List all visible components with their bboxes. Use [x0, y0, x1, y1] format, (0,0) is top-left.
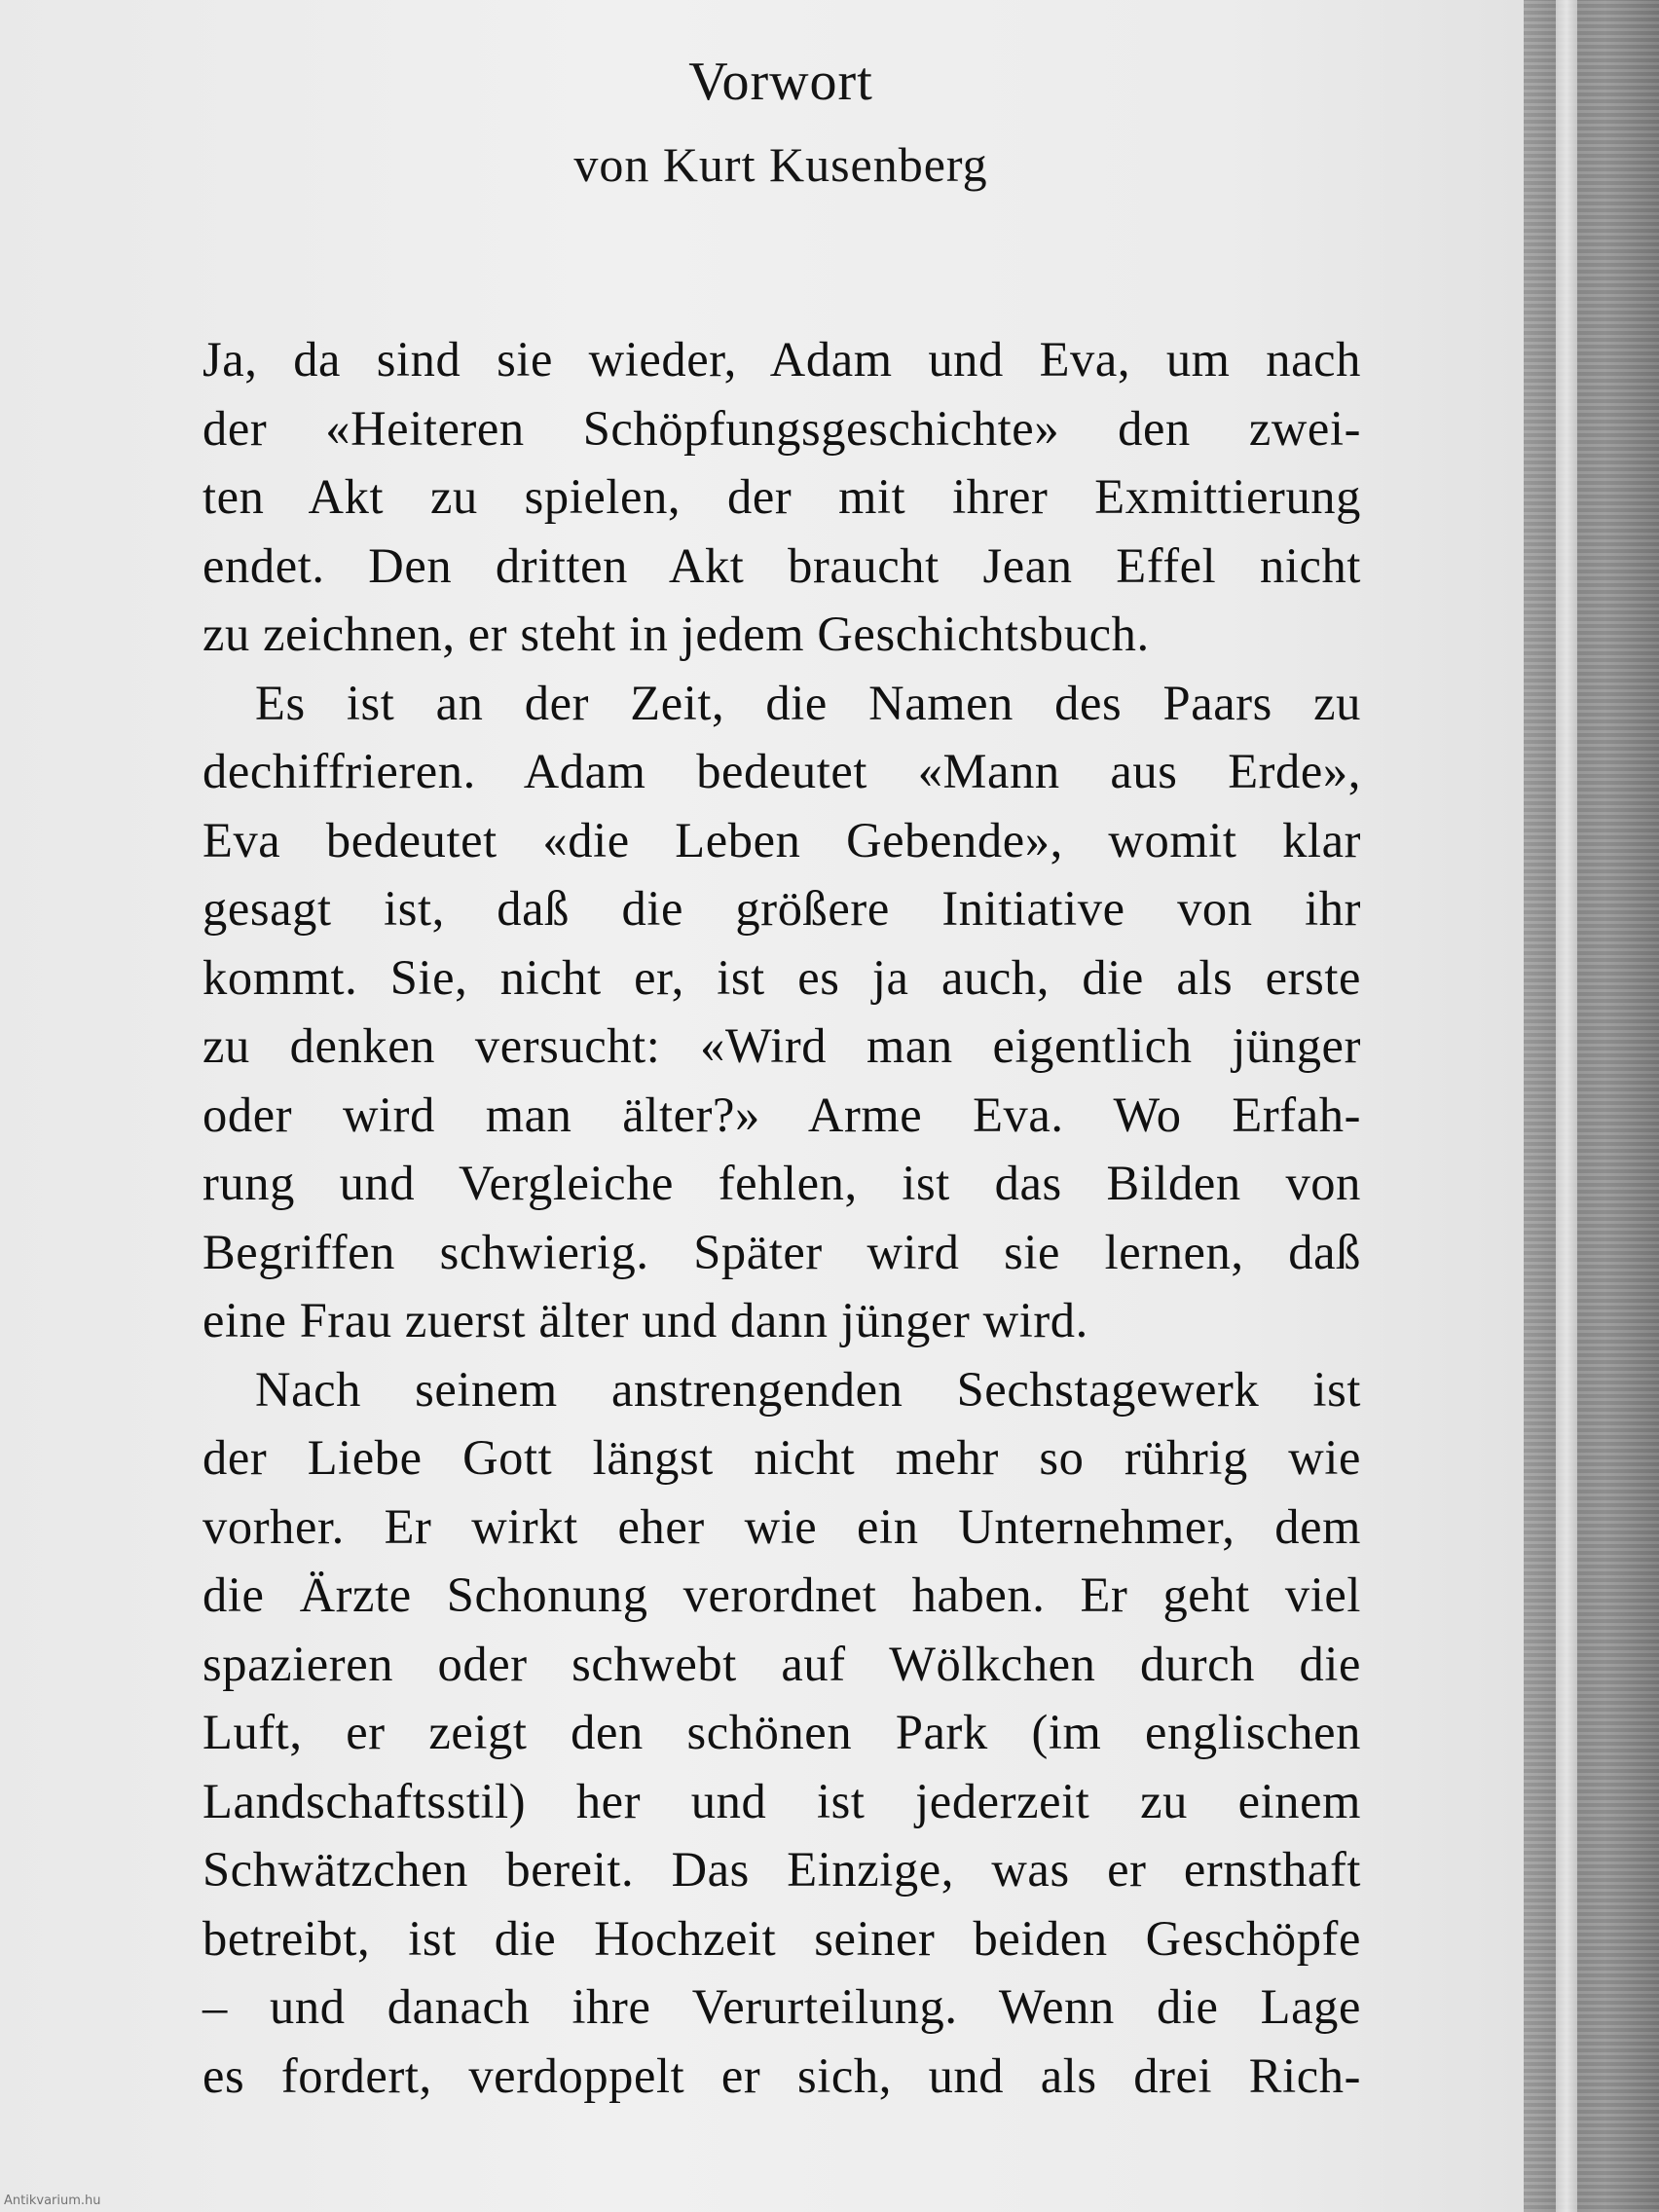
paragraph-3	[203, 1355, 1361, 2111]
text-line: gesagt ist, daß die größere Initiative von ihr	[203, 881, 1361, 936]
text-line: – und danach ihre Verurteilung. Wenn die Lage	[203, 1979, 1361, 2034]
text-line: vorher. Er wirkt eher wie ein Unternehmer, dem	[203, 1498, 1361, 1554]
text-line: spazieren oder schwebt auf Wölkchen durch die	[203, 1636, 1361, 1691]
text-line: kommt. Sie, nicht er, ist es ja auch, die als erste	[203, 949, 1361, 1005]
text-line: zu zeichnen, er steht in jedem Geschichtsbuch.	[203, 607, 1150, 661]
text-line: es fordert, verdoppelt er sich, und als drei Rich-	[203, 2047, 1361, 2103]
text-line: der «Heiteren Schöpfungsgeschichte» den zwei-	[203, 400, 1361, 456]
text-line: endet. Den dritten Akt braucht Jean Effel nicht	[203, 537, 1361, 593]
book-page-edges	[1524, 0, 1659, 2212]
text-line: Eva bedeutet «die Leben Gebende», womit klar	[203, 812, 1361, 867]
author-line: von Kurt Kusenberg	[573, 137, 988, 192]
text-line: Ja, da sind sie wieder, Adam und Eva, um nach	[203, 332, 1361, 387]
text-line: betreibt, ist die Hochzeit seiner beiden Geschöpfe	[203, 1910, 1361, 1966]
text-line: eine Frau zuerst älter und dann jünger wird.	[203, 1293, 1088, 1347]
text-line: Begriffen schwierig. Später wird sie lernen, daß	[203, 1224, 1361, 1279]
text-line: Landschaftsstil) her und ist jederzeit zu einem	[203, 1773, 1361, 1828]
text-line: Es ist an der Zeit, die Namen des Paars zu	[255, 675, 1361, 730]
text-line: oder wird man älter?» Arme Eva. Wo Erfah-	[203, 1087, 1361, 1142]
text-line: ten Akt zu spielen, der mit ihrer Exmittierung	[203, 469, 1361, 524]
body-text	[203, 325, 1361, 2110]
text-line: Luft, er zeigt den schönen Park (im englischen	[203, 1705, 1361, 1759]
text-line: die Ärzte Schonung verordnet haben. Er geht viel	[203, 1567, 1361, 1622]
text-line: Nach seinem anstrengenden Sechstagewerk ist	[255, 1361, 1361, 1417]
book-spine-highlight	[1556, 0, 1577, 2212]
paragraph-1	[203, 325, 1361, 669]
text-line: Schwätzchen bereit. Das Einzige, was er ernsthaft	[203, 1842, 1361, 1897]
paragraph-2	[203, 669, 1361, 1355]
text-line: dechiffrieren. Adam bedeutet «Mann aus Erde»,	[203, 744, 1361, 798]
watermark: Antikvarium.hu	[4, 2194, 101, 2208]
text-line: der Liebe Gott längst nicht mehr so rührig wie	[203, 1430, 1361, 1485]
text-line: zu denken versucht: «Wird man eigentlich jünger	[203, 1018, 1361, 1073]
page-title: Vorwort	[688, 52, 873, 112]
text-line: rung und Vergleiche fehlen, ist das Bilden von	[203, 1156, 1361, 1210]
